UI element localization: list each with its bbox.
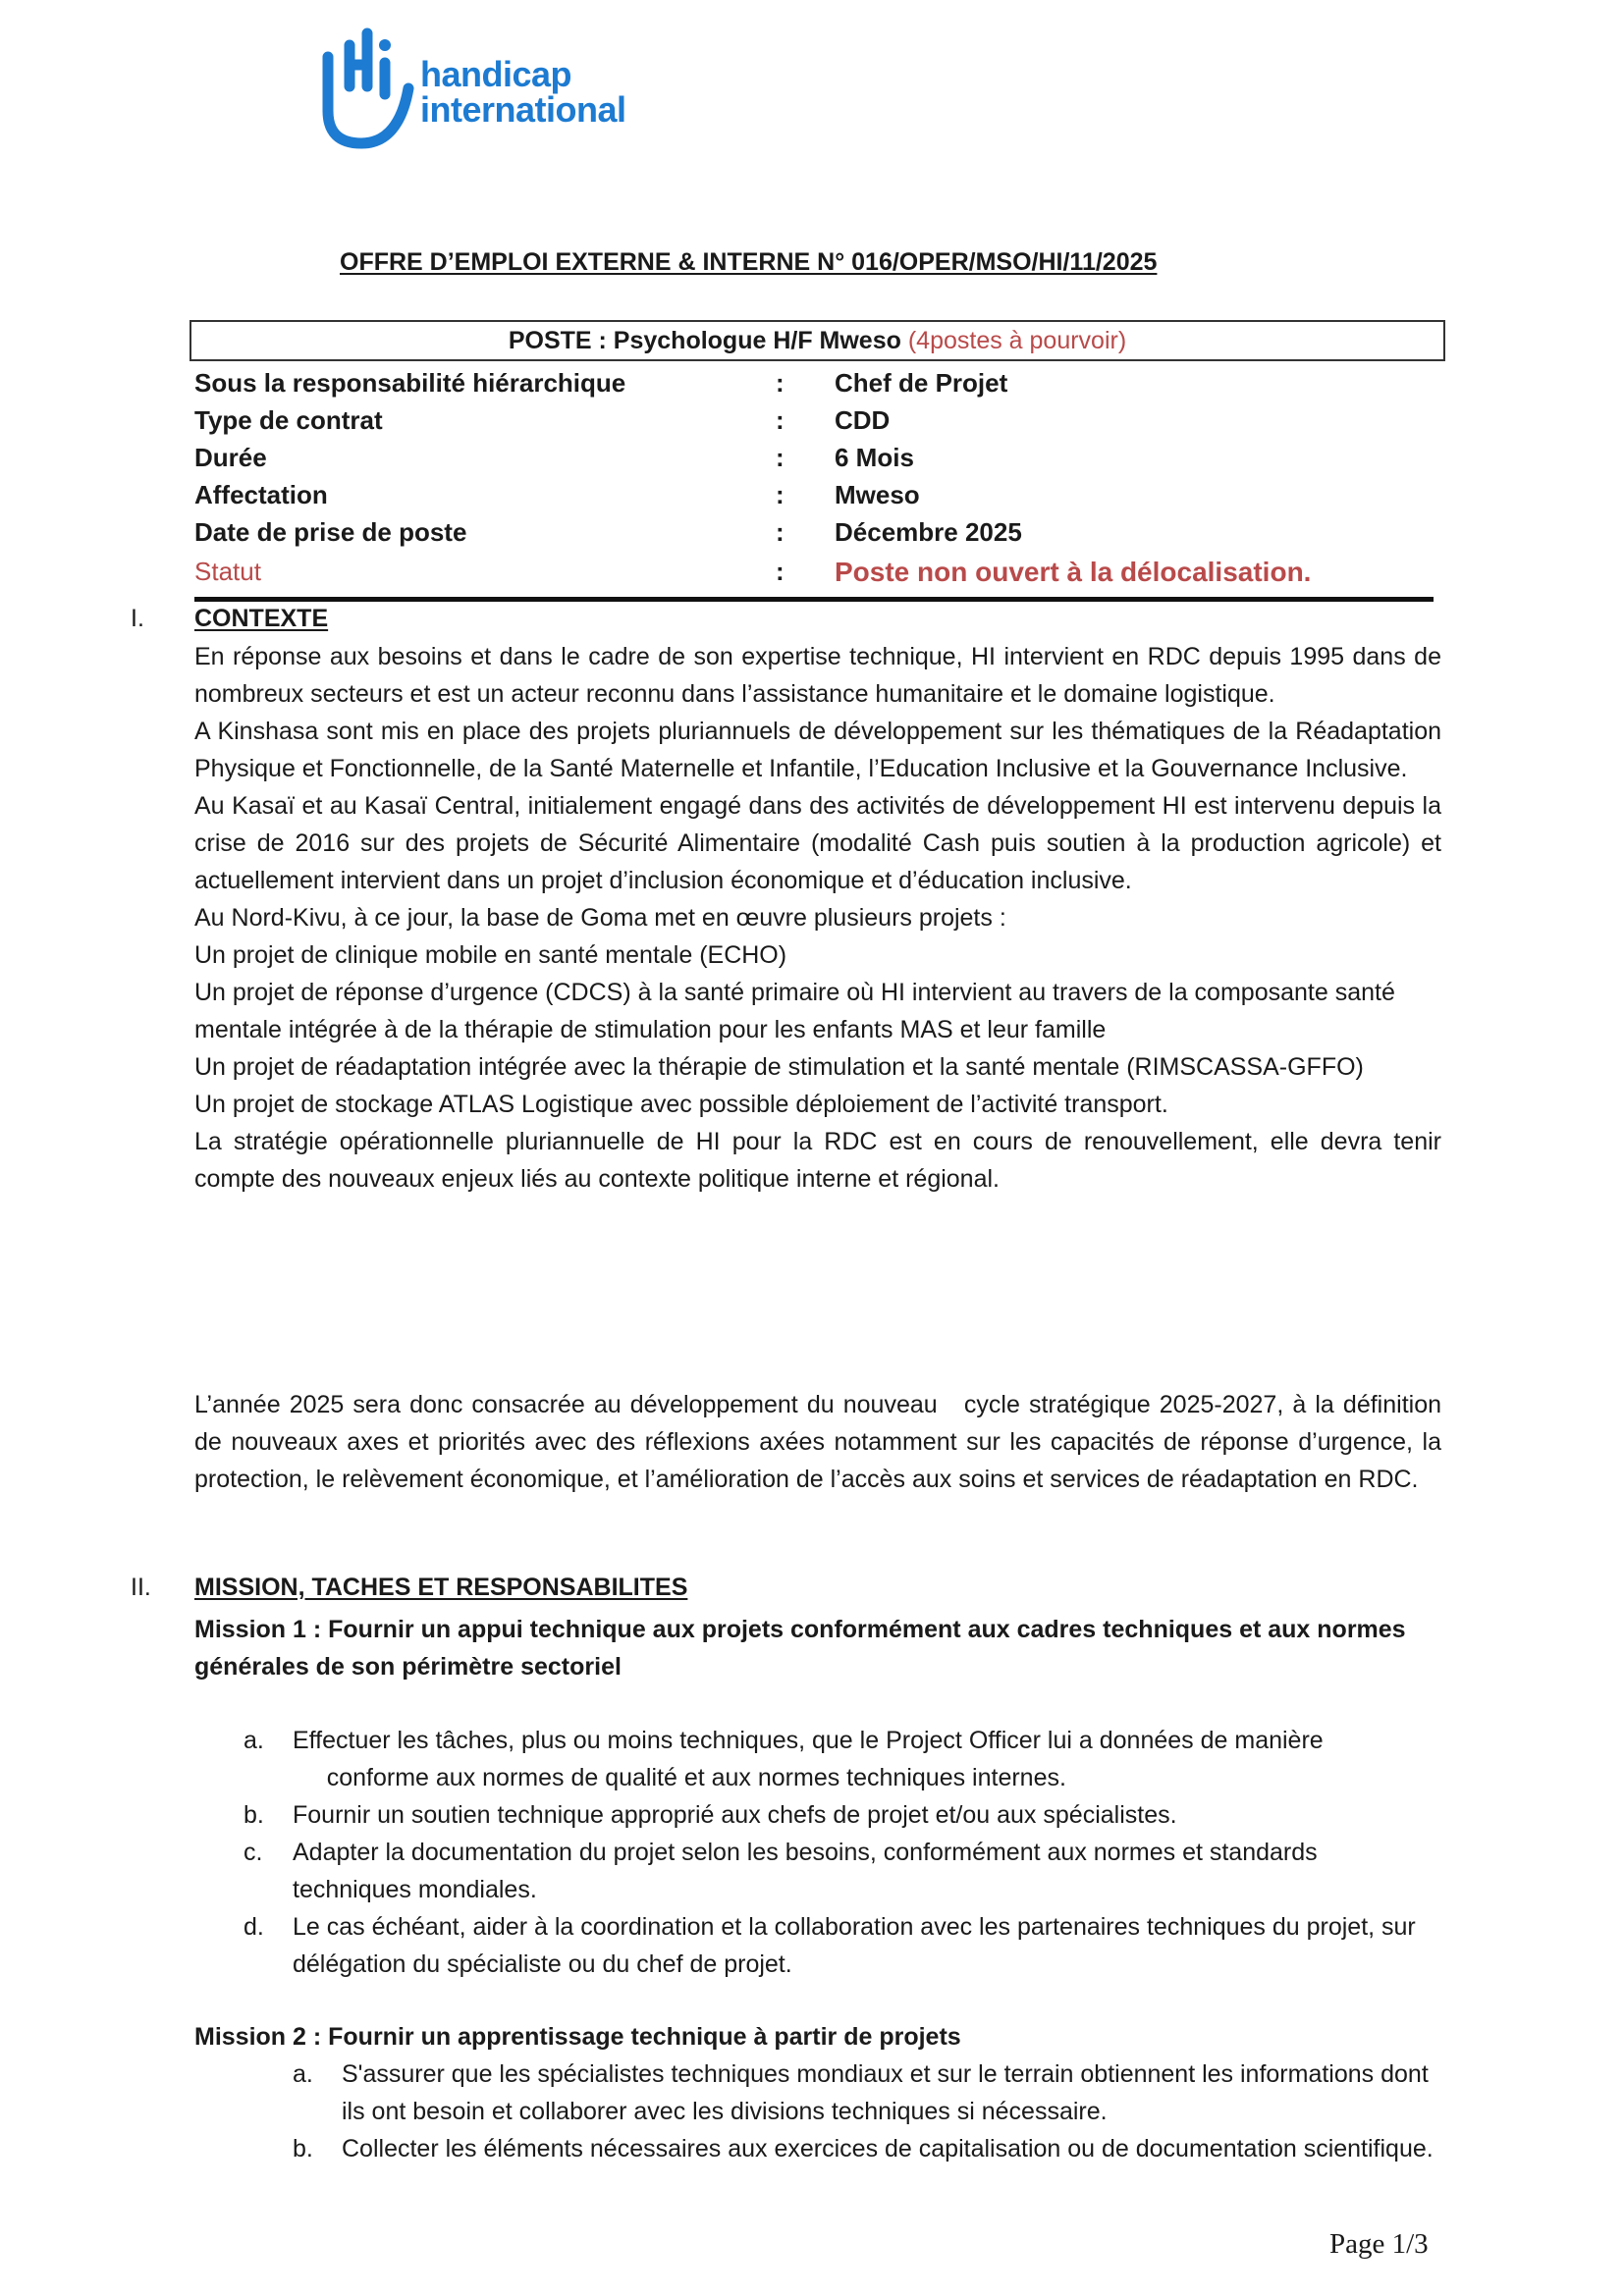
info-row-date-prise: [194, 517, 1441, 555]
paragraph: Un projet de clinique mobile en santé mentale (ECHO): [194, 941, 787, 969]
list-text: Adapter la documentation du projet selon les besoins, conformément aux normes et standards techniques mondiales.: [293, 1839, 1318, 1903]
paragraph-2025: L’année 2025 sera donc consacrée au développement du nouveau cycle stratégique 2025-2027, à la définition de nouveaux axes et priorités avec des réflexions axées notamment sur les capacités de réponse d’urgence, la protection, le relèvement économique, et l’amélioration de l’accès aux soins et services de réadaptation en RDC.: [194, 1391, 1448, 1493]
paragraph: Un projet de réponse d’urgence (CDCS) à la santé primaire où HI intervient au travers de la composante santé mentale intégrée à de la thérapie de stimulation pour les enfants MAS et leur famille: [194, 979, 1395, 1043]
section-number: II.: [131, 1574, 151, 1601]
paragraph: En réponse aux besoins et dans le cadre de son expertise technique, HI intervient en RDC depuis 1995 dans de nombreux secteurs et est un acteur reconnu dans l’assistance humanitaire et le domaine logistique.: [194, 643, 1441, 708]
hi-hand-logo-icon: [320, 27, 418, 150]
list-item: [244, 1908, 1441, 1983]
info-value: Poste non ouvert à la délocalisation.: [835, 557, 1312, 587]
logo-wordmark: [420, 54, 626, 130]
info-colon: :: [776, 443, 785, 472]
paragraph: Au Nord-Kivu, à ce jour, la base de Goma met en œuvre plusieurs projets :: [194, 904, 1006, 932]
list-marker: b.: [293, 2135, 313, 2163]
paragraph: A Kinshasa sont mis en place des projets pluriannuels de développement sur les thématiques de la Réadaptation Physique et Fonctionnelle, de la Santé Maternelle et Infantile, l’Education Inclusive et la Gouvernance Inclusive.: [194, 718, 1441, 782]
list-text: S'assurer que les spécialistes techniques mondiaux et sur le terrain obtiennent les informations dont ils ont besoin et collaborer avec les divisions techniques si nécessaire.: [342, 2060, 1429, 2125]
document-title: OFFRE D’EMPLOI EXTERNE & INTERNE N° 016/OPER/MSO/HI/11/2025: [340, 248, 1158, 276]
contexte-body: [194, 638, 1441, 1198]
info-label: Affectation: [194, 480, 328, 509]
mission-2-title: Mission 2 : Fournir un apprentissage technique à partir de projets: [194, 2023, 961, 2051]
info-colon: :: [776, 368, 785, 398]
list-text: Collecter les éléments nécessaires aux exercices de capitalisation ou de documentation scientifique.: [342, 2135, 1434, 2163]
list-text: Fournir un soutien technique approprié aux chefs de projet et/ou aux spécialistes.: [293, 1801, 1177, 1829]
page-number: Page 1/3: [1329, 2228, 1429, 2260]
list-item: [293, 2130, 1451, 2167]
info-colon: :: [776, 557, 785, 586]
paragraph: Au Kasaï et au Kasaï Central, initialement engagé dans des activités de développement HI est intervenu depuis la crise de 2016 sur des projets de Sécurité Alimentaire (modalité Cash puis soutien à la production agricole) et actuellement intervient dans un projet d’inclusion économique et d’éducation inclusive.: [194, 792, 1441, 894]
poste-box: [189, 320, 1445, 361]
list-item: [244, 1834, 1441, 1908]
list-item: [293, 2056, 1451, 2130]
info-value: CDD: [835, 405, 891, 435]
logo-line-2: international: [420, 89, 626, 130]
paragraph: La stratégie opérationnelle pluriannuelle de HI pour la RDC est en cours de renouvellement, elle devra tenir compte des nouveaux enjeux liés au contexte politique interne et régional.: [194, 1128, 1441, 1193]
info-row-statut: [194, 557, 1441, 594]
list-marker: a.: [293, 2060, 313, 2088]
info-colon: :: [776, 517, 785, 547]
mission-1-list: [244, 1722, 1441, 1983]
section-title-contexte: CONTEXTE: [194, 605, 329, 632]
info-row-type-contrat: [194, 405, 1441, 443]
list-marker: a.: [244, 1727, 264, 1754]
section-divider: [194, 597, 1434, 602]
logo-line-1: handicap: [420, 54, 572, 94]
info-colon: :: [776, 405, 785, 435]
info-label: Statut: [194, 557, 261, 586]
paragraph: Un projet de stockage ATLAS Logistique avec possible déploiement de l’activité transport.: [194, 1091, 1168, 1118]
poste-label: POSTE : Psychologue H/F Mweso: [508, 326, 908, 354]
handicap-international-logo: [320, 27, 654, 155]
list-item: [244, 1722, 1441, 1796]
mission-2-list: [293, 2056, 1451, 2167]
mission-1-title: Mission 1 : Fournir un appui technique aux projets conformément aux cadres techniques et aux normes générales de son périmètre sectoriel: [194, 1616, 1406, 1681]
info-row-affectation: [194, 480, 1441, 517]
section-title-mission: MISSION, TACHES ET RESPONSABILITES: [194, 1574, 688, 1601]
paragraph: Un projet de réadaptation intégrée avec la thérapie de stimulation et la santé mentale (RIMSCASSA-GFFO): [194, 1053, 1364, 1081]
list-marker: d.: [244, 1913, 264, 1941]
info-row-duree: [194, 443, 1441, 480]
info-value: Chef de Projet: [835, 368, 1008, 398]
info-value: 6 Mois: [835, 443, 914, 472]
info-label: Sous la responsabilité hiérarchique: [194, 368, 626, 398]
info-label: Type de contrat: [194, 405, 383, 435]
info-row-responsabilite: [194, 368, 1441, 405]
list-text: Le cas échéant, aider à la coordination et la collaboration avec les partenaires techniques du projet, sur délégation du spécialiste ou du chef de projet.: [293, 1913, 1416, 1978]
list-text: Effectuer les tâches, plus ou moins techniques, que le Project Officer lui a données de manière conforme aux normes de qualité et aux normes techniques internes.: [293, 1727, 1324, 1791]
info-value: Mweso: [835, 480, 920, 509]
info-label: Durée: [194, 443, 267, 472]
info-label: Date de prise de poste: [194, 517, 467, 547]
list-marker: b.: [244, 1801, 264, 1829]
info-value: Décembre 2025: [835, 517, 1022, 547]
section-number: I.: [131, 605, 144, 632]
list-item: [244, 1796, 1441, 1834]
poste-count: (4postes à pourvoir): [907, 326, 1127, 354]
info-colon: :: [776, 480, 785, 509]
list-marker: c.: [244, 1839, 263, 1866]
